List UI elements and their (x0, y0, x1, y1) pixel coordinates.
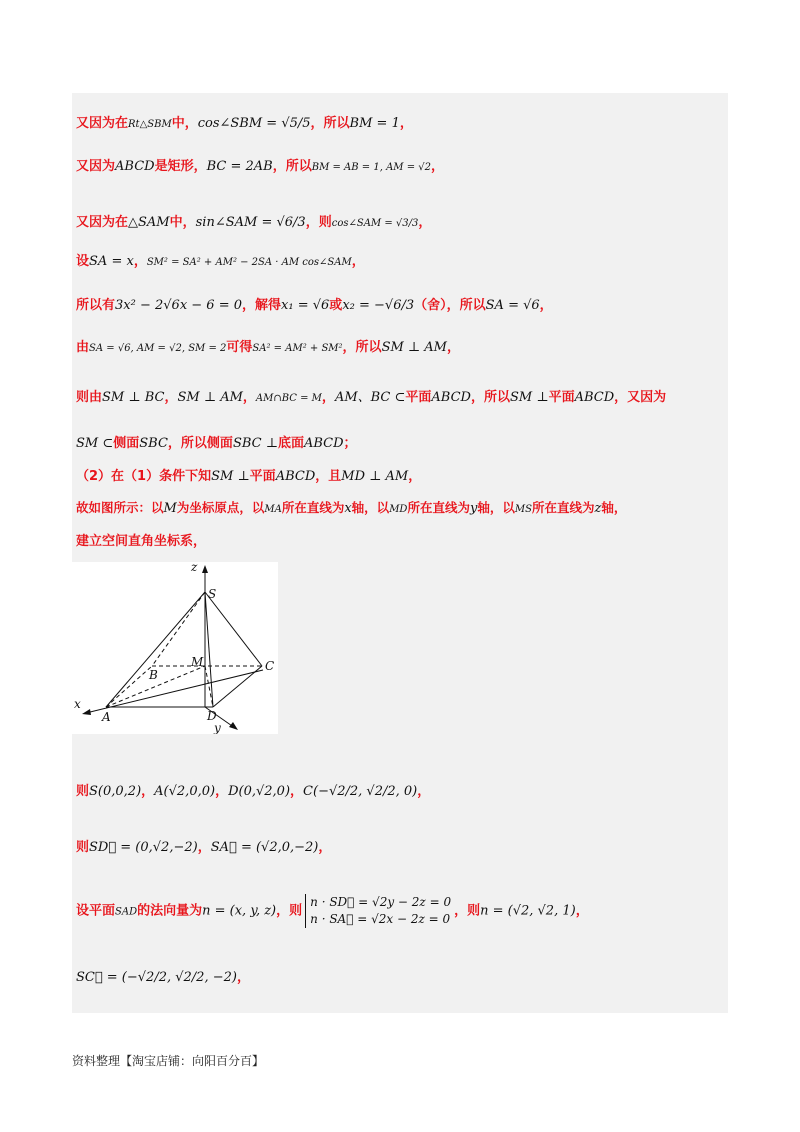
edge-SD (205, 592, 213, 707)
text: 所以有 (76, 298, 116, 313)
text: 又因为 (76, 159, 116, 174)
equation-1: n · SD⃗ = √2y − 2z = 0 (310, 895, 452, 909)
edge-DC (213, 666, 262, 707)
x-axis-arrow (82, 709, 91, 715)
math: MD ⊥ AM (341, 469, 409, 484)
math: SA = √6, AM = √2, SM = 2 (89, 343, 227, 354)
text: 设 (76, 254, 90, 269)
text: 由 (76, 340, 90, 355)
text: 轴，以 (477, 500, 515, 515)
text: ， (351, 254, 365, 269)
text: 所在直线为 (281, 500, 345, 515)
label-A: A (102, 710, 111, 724)
text: ，则 (276, 903, 303, 919)
math: S(0,0,2) (89, 784, 142, 799)
y-axis-arrow (229, 722, 238, 730)
solution-line-15 (76, 966, 250, 985)
edge-SA (106, 592, 205, 707)
solution-line-5 (76, 294, 553, 313)
text: ， (242, 390, 256, 405)
solution-line-4 (76, 250, 365, 269)
math: ABCD (303, 436, 344, 451)
math: MS (514, 504, 532, 515)
text: ， (417, 784, 431, 799)
label-z: z (191, 562, 198, 574)
math: z (594, 501, 602, 516)
math: SBC ⊥ (232, 436, 278, 451)
text: 建立空间直角坐标系， (76, 534, 207, 549)
math: SA⃗ = (√2,0,−2) (210, 840, 319, 855)
footer-credit: 资料整理【淘宝店铺：向阳百分百】 (72, 1054, 265, 1068)
text: 可得 (226, 340, 253, 355)
text: ，所以侧面 (167, 436, 233, 451)
math: △SAM (128, 215, 170, 230)
label-x: x (74, 697, 81, 711)
solution-line-13 (76, 836, 331, 855)
math: n = (x, y, z) (202, 903, 277, 919)
math: SM ⊥ (510, 390, 549, 405)
math: A(√2,0,0) (154, 784, 216, 799)
equation-system (305, 894, 451, 928)
text: 是矩形， (154, 159, 207, 174)
text: 中， (169, 215, 196, 230)
math: 3x² − 2√6x − 6 = 0 (115, 298, 243, 313)
text: 所在直线为 (531, 500, 595, 515)
text: 则 (76, 784, 90, 799)
math: AM、BC ⊂ (334, 390, 406, 405)
math: SD⃗ = (0,√2,−2) (89, 840, 198, 855)
equation-2: n · SA⃗ = √2x − 2z = 0 (310, 912, 451, 926)
text: ， (197, 840, 211, 855)
solution-line-8 (76, 432, 357, 451)
text: ，解得 (242, 298, 282, 313)
text: 设平面 (76, 903, 116, 919)
math: y (469, 501, 478, 516)
solution-line-14 (76, 894, 589, 928)
text: ， (431, 159, 445, 174)
math: cos∠SBM = √5/5 (197, 116, 311, 131)
math: SM ⊥ (211, 469, 250, 484)
text: ， (141, 784, 155, 799)
math: x₁ = √6 (281, 298, 330, 313)
text: 为坐标原点，以 (176, 500, 265, 515)
text: ， (418, 215, 432, 230)
math: SA = √6 (485, 298, 540, 313)
text: ， (575, 903, 589, 919)
text: ； (343, 436, 357, 451)
content-panel (72, 93, 728, 1013)
math: SM ⊂ (76, 436, 114, 451)
solution-line-6 (76, 336, 460, 355)
text: 又因为在 (76, 215, 129, 230)
math: ABCD (275, 469, 316, 484)
solution-line-10 (76, 498, 626, 516)
text: 的法向量为 (137, 903, 203, 919)
text: 所在直线为 (407, 500, 470, 515)
math: SC⃗ = (−√2/2, √2/2, −2) (76, 970, 237, 985)
text: 故如图所示：以 (76, 500, 164, 515)
math: SM ⊥ AM (381, 340, 447, 355)
math: SBC (139, 436, 168, 451)
text: 轴， (601, 500, 627, 515)
text: 平面 (405, 390, 432, 405)
text: ， (236, 970, 250, 985)
math: SM ⊥ AM (177, 390, 243, 405)
solution-line-1 (76, 112, 413, 131)
text: ， (446, 340, 460, 355)
text: ，所以 (470, 390, 510, 405)
solution-line-12 (76, 780, 430, 799)
math: n = (√2, √2, 1) (480, 903, 576, 919)
z-axis-arrow (202, 565, 208, 573)
text: ， (290, 784, 304, 799)
label-C: C (265, 659, 275, 673)
math: ABCD (115, 159, 155, 174)
text: ， (318, 840, 332, 855)
math: M (163, 501, 177, 516)
math: Rt△SBM (128, 119, 172, 130)
pyramid-diagram (72, 562, 278, 734)
label-D: D (207, 709, 217, 723)
label-S: S (208, 587, 217, 601)
text: ， (408, 469, 422, 484)
pyramid-coordinate-figure (72, 562, 278, 734)
math: sin∠SAM = √6/3 (195, 215, 306, 230)
text: ， (133, 254, 147, 269)
math: C(−√2/2, √2/2, 0) (303, 784, 418, 799)
math: SM ⊥ BC (102, 390, 165, 405)
label-B: B (149, 668, 158, 682)
edge-AB-hidden (106, 666, 152, 707)
text: 轴，以 (351, 500, 390, 515)
text: （舍），所以 (414, 298, 486, 313)
math: ABCD (574, 390, 615, 405)
text: ，所以 (342, 340, 382, 355)
math: SA² = AM² + SM² (252, 343, 343, 354)
text: ，则 (454, 903, 481, 919)
text: ， (215, 784, 229, 799)
label-y: y (214, 721, 221, 734)
text: ，所以 (310, 116, 350, 131)
text: 平面 (249, 469, 276, 484)
math: SM² = SA² + AM² − 2SA · AM cos∠SAM (146, 257, 352, 268)
text: ， (164, 390, 178, 405)
math: AM∩BC = M (255, 393, 322, 404)
math: MD (389, 504, 408, 515)
math: cos∠SAM = √3/3 (331, 218, 419, 229)
text: ， (399, 116, 413, 131)
math: ABCD (431, 390, 471, 405)
text: ，又因为 (614, 390, 667, 405)
text: 侧面 (113, 436, 140, 451)
solution-line-11 (76, 530, 206, 549)
math: MA (264, 504, 282, 515)
solution-line-2 (76, 155, 444, 174)
solution-line-3 (76, 211, 431, 230)
text: 平面 (548, 390, 575, 405)
text: 则 (76, 840, 90, 855)
label-M: M (191, 655, 204, 669)
text: 中， (171, 116, 198, 131)
math: BM = AB = 1, AM = √2 (311, 162, 432, 173)
solution-line-7 (76, 386, 666, 405)
text: 底面 (277, 436, 304, 451)
text: ，则 (305, 215, 332, 230)
math: SAD (115, 906, 138, 918)
text: 又因为在 (76, 116, 129, 131)
solution-line-9 (76, 465, 421, 484)
text: （2）在（1）条件下知 (76, 469, 212, 484)
math: SA = x (89, 254, 134, 269)
math: x₂ = −√6/3 (342, 298, 415, 313)
text: 则由 (76, 390, 103, 405)
text: 或 (329, 298, 343, 313)
text: ， (539, 298, 553, 313)
edge-SC (205, 592, 262, 666)
math: D(0,√2,0) (228, 784, 291, 799)
math: BC = 2AB (206, 159, 273, 174)
math: BM = 1 (349, 116, 400, 131)
text: ， (321, 390, 335, 405)
text: ，且 (315, 469, 342, 484)
text: ，所以 (272, 159, 312, 174)
math: x (344, 501, 352, 516)
